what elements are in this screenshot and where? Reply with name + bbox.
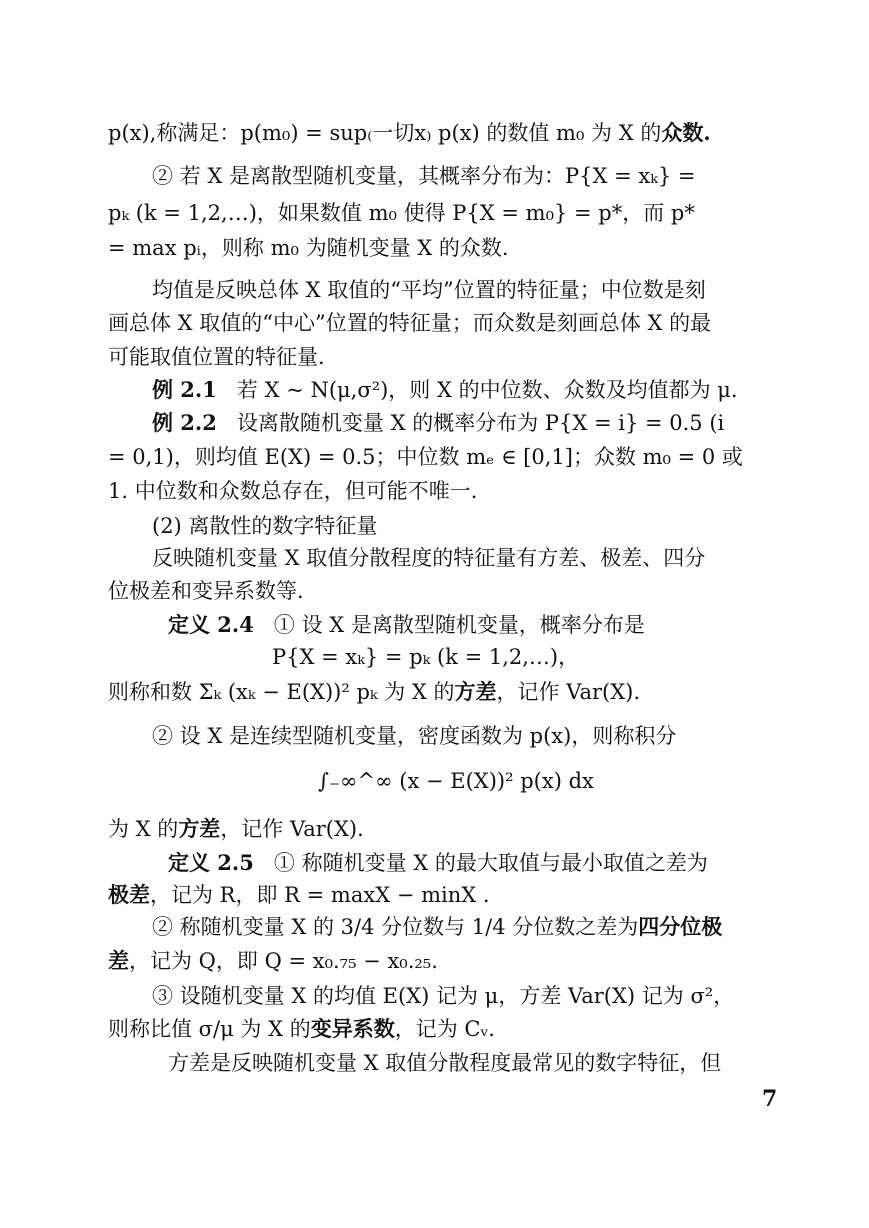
formula: P{X = xₖ} = pₖ (k = 1,2,…)， xyxy=(272,645,580,669)
text-span: ，记为 Cᵥ. xyxy=(394,1017,495,1041)
text-span: ② 若 X 是离散型随机变量，其概率分布为：P{X = xₖ} = xyxy=(152,164,696,188)
text-span: 则称和数 Σₖ (xₖ − E(X))² pₖ 为 X 的 xyxy=(108,680,455,704)
formula: ∫₋∞^∞ (x − E(X))² p(x) dx xyxy=(318,769,594,793)
text-line-29 xyxy=(168,1048,858,1078)
text-span: ② 设 X 是连续型随机变量，密度函数为 p(x)，则称积分 xyxy=(152,724,677,748)
text-line-3 xyxy=(108,198,798,228)
term-variance: 方差 xyxy=(178,816,221,841)
text-span: ，记为 R，即 R = maxX − minX . xyxy=(150,883,490,907)
section-heading xyxy=(152,511,842,541)
text-span: 若 X ~ N(μ,σ²)，则 X 的中位数、众数及均值都为 μ. xyxy=(236,378,738,402)
text-line-26 xyxy=(152,981,842,1011)
example-label: 例 2.2 xyxy=(152,410,217,435)
text-span: (2) 离散性的数字特征量 xyxy=(152,514,378,538)
text-line-24 xyxy=(152,912,842,942)
text-line-6 xyxy=(108,308,798,338)
text-line-7 xyxy=(108,342,798,372)
text-span: ③ 设随机变量 X 的均值 E(X) 记为 μ，方差 Var(X) 记为 σ²， xyxy=(152,984,735,1008)
text-span: 可能取值位置的特征量. xyxy=(108,345,325,369)
definition-label: 定义 2.5 xyxy=(168,850,254,875)
page-number: 7 xyxy=(762,1086,778,1112)
text-span: 1. 中位数和众数总存在，但可能不唯一. xyxy=(108,479,478,503)
text-span: = 0,1)，则均值 E(X) = 0.5；中位数 mₑ ∈ [0,1]；众数 m₀ = 0 或 xyxy=(108,445,743,469)
text-line-20 xyxy=(108,814,798,844)
definition-2-5 xyxy=(168,848,858,878)
text-span: ，记为 Q，即 Q = x₀.₇₅ − x₀.₂₅. xyxy=(129,949,438,973)
text-line-18 xyxy=(152,721,842,751)
term-variance: 方差 xyxy=(454,679,497,704)
term-iqr: 四分位极 xyxy=(638,914,723,939)
text-span: 设离散随机变量 X 的概率分布为 P{X = i} = 0.5 (i xyxy=(236,411,725,435)
example-2-2 xyxy=(152,408,842,438)
text-span: 方差是反映随机变量 X 取值分散程度最常见的数字特征，但 xyxy=(168,1051,722,1075)
example-2-1 xyxy=(152,375,842,405)
text-span: ，记作 Var(X). xyxy=(220,817,364,841)
definition-label: 定义 2.4 xyxy=(168,612,254,637)
example-label: 例 2.1 xyxy=(152,377,217,402)
text-line-1 xyxy=(108,118,798,148)
text-span: ① 设 X 是离散型随机变量，概率分布是 xyxy=(273,613,645,637)
text-span: 均值是反映总体 X 取值的“平均”位置的特征量；中位数是刻 xyxy=(152,278,706,302)
text-line-17 xyxy=(108,677,798,707)
text-line-25 xyxy=(108,946,798,976)
text-line-27 xyxy=(108,1014,798,1044)
text-line-2 xyxy=(152,161,842,191)
text-line-5 xyxy=(152,275,842,305)
text-span: 画总体 X 取值的“中心”位置的特征量；而众数是刻画总体 X 的最 xyxy=(108,311,712,335)
text-span: pₖ (k = 1,2,…)，如果数值 m₀ 使得 P{X = m₀} = p*，而 p* xyxy=(108,201,695,225)
term-mode: 众数. xyxy=(661,120,711,145)
text-span: ② 称随机变量 X 的 3/4 分位数与 1/4 分位数之差为 xyxy=(152,915,639,939)
text-span: 位极差和变异系数等. xyxy=(108,579,304,603)
text-span: 则称比值 σ/μ 为 X 的 xyxy=(108,1017,311,1041)
text-span: 为 X 的 xyxy=(108,817,179,841)
text-span: ① 称随机变量 X 的最大取值与最小取值之差为 xyxy=(273,851,708,875)
text-span: ，记作 Var(X). xyxy=(496,680,641,704)
text-span: p(x),称满足：p(m₀) = sup₍一切x₎ p(x) 的数值 m₀ 为 X 的 xyxy=(108,121,662,145)
text-line-23 xyxy=(108,880,798,910)
term-range: 极差 xyxy=(108,882,150,907)
term-iqr: 差 xyxy=(108,948,129,973)
definition-2-4 xyxy=(168,610,858,640)
text-line-13 xyxy=(152,543,842,573)
formula-line xyxy=(272,642,869,672)
integral-formula xyxy=(318,766,869,796)
text-span: 反映随机变量 X 取值分散程度的特征量有方差、极差、四分 xyxy=(152,546,706,570)
text-span: = max pᵢ，则称 m₀ 为随机变量 X 的众数. xyxy=(108,236,509,260)
term-cv: 变异系数 xyxy=(310,1016,395,1041)
text-line-11 xyxy=(108,476,798,506)
text-line-4 xyxy=(108,233,798,263)
text-line-14 xyxy=(108,576,798,606)
text-line-10 xyxy=(108,442,798,472)
